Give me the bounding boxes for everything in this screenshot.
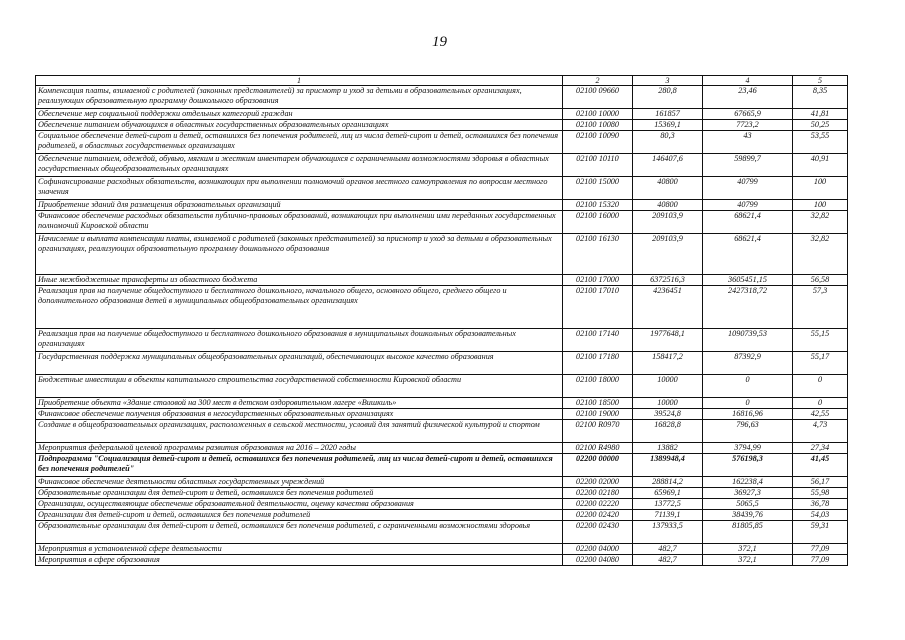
table-row — [36, 499, 848, 510]
row-percent-cell: 55,98 — [793, 488, 848, 499]
header-row — [36, 76, 848, 86]
row-plan-cell: 15369,1 — [633, 120, 703, 131]
row-percent-cell: 42,55 — [793, 409, 848, 420]
row-actual-cell: 0 — [703, 375, 793, 398]
row-percent-cell: 8,35 — [793, 86, 848, 109]
row-actual-cell: 372,1 — [703, 544, 793, 555]
table-row — [36, 555, 848, 566]
row-plan-cell: 137933,5 — [633, 521, 703, 544]
row-plan-cell: 482,7 — [633, 544, 703, 555]
row-percent-cell: 77,09 — [793, 555, 848, 566]
row-code-cell: 02100 10090 — [563, 131, 633, 154]
table-row — [36, 120, 848, 131]
row-actual-cell: 576198,3 — [703, 454, 793, 477]
row-actual-cell: 87392,9 — [703, 352, 793, 375]
row-code-cell: 02200 04080 — [563, 555, 633, 566]
row-plan-cell: 80,3 — [633, 131, 703, 154]
row-code-cell: 02100 09660 — [563, 86, 633, 109]
row-percent-cell: 55,15 — [793, 329, 848, 352]
row-actual-cell: 0 — [703, 398, 793, 409]
row-actual-cell: 43 — [703, 131, 793, 154]
row-code-cell: 02100 16000 — [563, 211, 633, 234]
row-name-cell: Организации для детей-сирот и детей, оставшихся без попечения родителей — [36, 510, 563, 521]
row-name-cell: Иные межбюджетные трансферты из областного бюджета — [36, 275, 563, 286]
row-plan-cell: 40800 — [633, 177, 703, 200]
row-code-cell: 02200 02220 — [563, 499, 633, 510]
row-plan-cell: 482,7 — [633, 555, 703, 566]
table-row — [36, 398, 848, 409]
row-name-cell: Финансовое обеспечение деятельности областных государственных учреждений — [36, 477, 563, 488]
row-actual-cell: 38439,76 — [703, 510, 793, 521]
table-row — [36, 86, 848, 109]
table-row — [36, 275, 848, 286]
row-plan-cell: 146407,6 — [633, 154, 703, 177]
row-plan-cell: 209103,9 — [633, 211, 703, 234]
row-percent-cell: 4,73 — [793, 420, 848, 443]
table-body — [36, 86, 848, 566]
row-actual-cell: 2427318,72 — [703, 286, 793, 329]
row-name-cell: Организации, осуществляющие обеспечение образовательной деятельности, оценку качества образования — [36, 499, 563, 510]
row-actual-cell: 23,46 — [703, 86, 793, 109]
row-percent-cell: 100 — [793, 200, 848, 211]
table-row — [36, 521, 848, 544]
row-plan-cell: 39524,8 — [633, 409, 703, 420]
row-name-cell: Мероприятия в сфере образования — [36, 555, 563, 566]
header-col-4: 4 — [703, 76, 793, 86]
row-plan-cell: 1389948,4 — [633, 454, 703, 477]
table-row — [36, 154, 848, 177]
row-percent-cell: 41,45 — [793, 454, 848, 477]
table-row — [36, 329, 848, 352]
row-name-cell: Государственная поддержка муниципальных общеобразовательных организаций, обеспечивающих высокое качество образования — [36, 352, 563, 375]
row-percent-cell: 40,91 — [793, 154, 848, 177]
row-plan-cell: 280,8 — [633, 86, 703, 109]
row-name-cell: Мероприятия в установленной сфере деятельности — [36, 544, 563, 555]
header-col-5: 5 — [793, 76, 848, 86]
row-code-cell: 02100 16130 — [563, 234, 633, 275]
header-col-3: 3 — [633, 76, 703, 86]
table-row — [36, 488, 848, 499]
row-code-cell: 02100 17180 — [563, 352, 633, 375]
row-plan-cell: 1977648,1 — [633, 329, 703, 352]
row-percent-cell: 32,82 — [793, 234, 848, 275]
row-name-cell: Софинансирование расходных обязательств, возникающих при выполнении полномочий органов местного самоуправления по вопросам местного значения — [36, 177, 563, 200]
row-code-cell: 02100 R4980 — [563, 443, 633, 454]
row-code-cell: 02200 02430 — [563, 521, 633, 544]
row-plan-cell: 13882 — [633, 443, 703, 454]
page-number: 19 — [432, 34, 447, 50]
row-name-cell: Образовательные организации для детей-сирот и детей, оставшихся без попечения родителей, с ограниченными возможностями здоровья — [36, 521, 563, 544]
row-name-cell: Приобретение объекта «Здание столовой на 300 мест в детском оздоровительном лагере «Вишкиль» — [36, 398, 563, 409]
table-row — [36, 200, 848, 211]
row-code-cell: 02200 02180 — [563, 488, 633, 499]
row-code-cell: 02200 04000 — [563, 544, 633, 555]
row-code-cell: 02100 R0970 — [563, 420, 633, 443]
row-percent-cell: 0 — [793, 375, 848, 398]
row-actual-cell: 162238,4 — [703, 477, 793, 488]
row-percent-cell: 57,3 — [793, 286, 848, 329]
row-name-cell: Компенсация платы, взимаемой с родителей (законных представителей) за присмотр и уход за детьми в образовательных организациях, реализующих образовательную программу дошкольного образования — [36, 86, 563, 109]
table-row — [36, 477, 848, 488]
row-actual-cell: 67665,9 — [703, 109, 793, 120]
row-percent-cell: 32,82 — [793, 211, 848, 234]
table-row — [36, 409, 848, 420]
row-plan-cell: 288814,2 — [633, 477, 703, 488]
row-plan-cell: 4236451 — [633, 286, 703, 329]
row-percent-cell: 27,34 — [793, 443, 848, 454]
row-actual-cell: 68621,4 — [703, 211, 793, 234]
row-plan-cell: 158417,2 — [633, 352, 703, 375]
row-actual-cell: 372,1 — [703, 555, 793, 566]
row-code-cell: 02100 18000 — [563, 375, 633, 398]
row-code-cell: 02100 10110 — [563, 154, 633, 177]
row-code-cell: 02100 17000 — [563, 275, 633, 286]
row-plan-cell: 10000 — [633, 375, 703, 398]
row-plan-cell: 209103,9 — [633, 234, 703, 275]
table-row — [36, 234, 848, 275]
row-percent-cell: 36,78 — [793, 499, 848, 510]
row-code-cell: 02100 15000 — [563, 177, 633, 200]
row-actual-cell: 40799 — [703, 200, 793, 211]
row-name-cell: Финансовое обеспечение получения образования в негосударственных образовательных организациях — [36, 409, 563, 420]
row-name-cell: Создание в общеобразовательных организациях, расположенных в сельской местности, условий для занятий физической культурой и спортом — [36, 420, 563, 443]
table-row — [36, 211, 848, 234]
row-name-cell: Образовательные организации для детей-сирот и детей, оставшихся без попечения родителей — [36, 488, 563, 499]
row-plan-cell: 71139,1 — [633, 510, 703, 521]
row-actual-cell: 16816,96 — [703, 409, 793, 420]
table-row — [36, 420, 848, 443]
row-code-cell: 02100 18500 — [563, 398, 633, 409]
table-row — [36, 510, 848, 521]
table-row — [36, 544, 848, 555]
row-actual-cell: 7723,2 — [703, 120, 793, 131]
row-plan-cell: 40800 — [633, 200, 703, 211]
row-code-cell: 02200 00000 — [563, 454, 633, 477]
row-name-cell: Обеспечение питанием обучающихся в областных государственных образовательных организациях — [36, 120, 563, 131]
row-actual-cell: 40799 — [703, 177, 793, 200]
row-percent-cell: 54,03 — [793, 510, 848, 521]
row-percent-cell: 59,31 — [793, 521, 848, 544]
row-name-cell: Реализация прав на получение общедоступного и бесплатного дошкольного образования в муниципальных дошкольных образовательных организациях — [36, 329, 563, 352]
row-code-cell: 02100 15320 — [563, 200, 633, 211]
row-name-cell: Финансовое обеспечение расходных обязательств публично-правовых образований, возникающих при выполнении ими переданных государственных полномочий Кировской области — [36, 211, 563, 234]
row-percent-cell: 0 — [793, 398, 848, 409]
row-plan-cell: 10000 — [633, 398, 703, 409]
row-actual-cell: 5065,5 — [703, 499, 793, 510]
row-name-cell: Обеспечение питанием, одеждой, обувью, мягким и жестким инвентарем обучающихся с ограниченными возможностями здоровья в областных государственных общеобразовательных организациях — [36, 154, 563, 177]
row-plan-cell: 161857 — [633, 109, 703, 120]
row-percent-cell: 50,25 — [793, 120, 848, 131]
row-actual-cell: 81805,85 — [703, 521, 793, 544]
table-row — [36, 286, 848, 329]
row-code-cell: 02100 17010 — [563, 286, 633, 329]
table-row — [36, 109, 848, 120]
header-col-1: 1 — [36, 76, 563, 86]
row-code-cell: 02100 17140 — [563, 329, 633, 352]
row-percent-cell: 77,09 — [793, 544, 848, 555]
row-plan-cell: 6372516,3 — [633, 275, 703, 286]
table-row — [36, 352, 848, 375]
row-code-cell: 02100 19000 — [563, 409, 633, 420]
row-name-cell: Подпрограмма "Социализация детей-сирот и детей, оставшихся без попечения родителей, лиц из числа детей-сирот и детей, оставшихся без попечения родителей" — [36, 454, 563, 477]
table-row — [36, 131, 848, 154]
row-code-cell: 02200 02000 — [563, 477, 633, 488]
row-actual-cell: 3794,99 — [703, 443, 793, 454]
row-percent-cell: 100 — [793, 177, 848, 200]
row-name-cell: Приобретение зданий для размещения образовательных организаций — [36, 200, 563, 211]
row-percent-cell: 41,81 — [793, 109, 848, 120]
row-percent-cell: 55,17 — [793, 352, 848, 375]
row-actual-cell: 36927,3 — [703, 488, 793, 499]
table-row — [36, 177, 848, 200]
budget-table — [35, 75, 848, 566]
row-name-cell: Мероприятия федеральной целевой программы развития образования на 2016 – 2020 годы — [36, 443, 563, 454]
row-actual-cell: 68621,4 — [703, 234, 793, 275]
row-percent-cell: 56,58 — [793, 275, 848, 286]
row-actual-cell: 3605451,15 — [703, 275, 793, 286]
row-name-cell: Реализация прав на получение общедоступного и бесплатного дошкольного, начального общего, основного общего, среднего общего и дополнительного образования детей в муниципальных общеобразовательных организациях — [36, 286, 563, 329]
row-code-cell: 02100 10080 — [563, 120, 633, 131]
row-percent-cell: 56,17 — [793, 477, 848, 488]
row-percent-cell: 53,55 — [793, 131, 848, 154]
row-name-cell: Обеспечение мер социальной поддержки отдельных категорий граждан — [36, 109, 563, 120]
row-name-cell: Бюджетные инвестиции в объекты капитального строительства государственной собственности Кировской области — [36, 375, 563, 398]
table-row — [36, 454, 848, 477]
row-plan-cell: 65969,1 — [633, 488, 703, 499]
row-plan-cell: 13772,5 — [633, 499, 703, 510]
row-actual-cell: 796,63 — [703, 420, 793, 443]
row-plan-cell: 16828,8 — [633, 420, 703, 443]
row-actual-cell: 59899,7 — [703, 154, 793, 177]
row-code-cell: 02100 10000 — [563, 109, 633, 120]
row-name-cell: Начисление и выплата компенсации платы, взимаемой с родителей (законных представителей) за присмотр и уход за детьми в образовательных организациях, реализующих образовательную программу дошкольного образования — [36, 234, 563, 275]
header-col-2: 2 — [563, 76, 633, 86]
table-row — [36, 375, 848, 398]
row-actual-cell: 1090739,53 — [703, 329, 793, 352]
table-row — [36, 443, 848, 454]
row-name-cell: Социальное обеспечение детей-сирот и детей, оставшихся без попечения родителей, лиц из числа детей-сирот и детей, оставшихся без попечения родителей, в областных государственных организациях — [36, 131, 563, 154]
row-code-cell: 02200 02420 — [563, 510, 633, 521]
